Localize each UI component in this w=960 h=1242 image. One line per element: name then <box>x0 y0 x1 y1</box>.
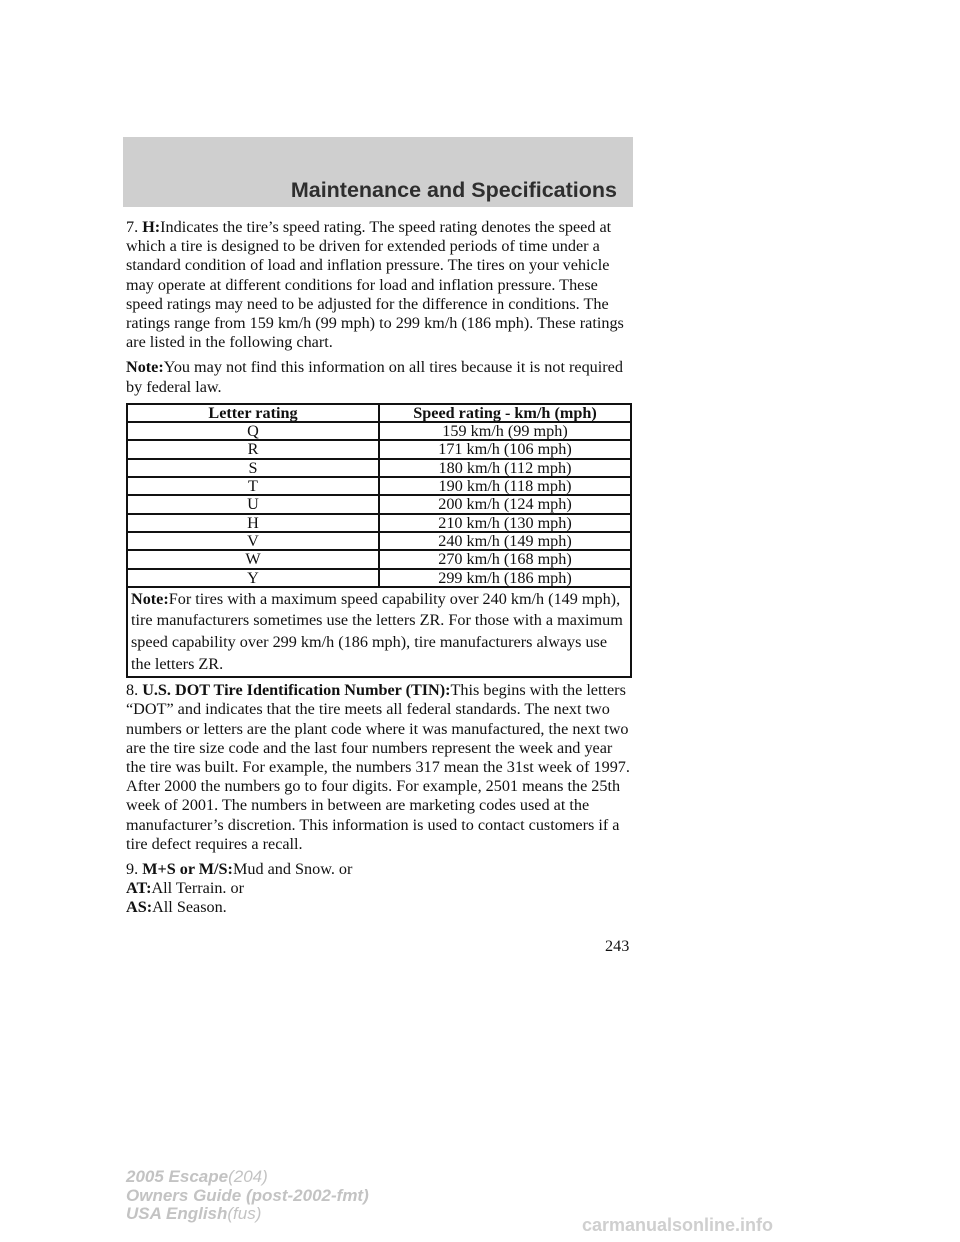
item-text: Mud and Snow. or <box>232 860 353 878</box>
footer-line-guide: Owners Guide (post-2002-fmt) <box>126 1185 369 1205</box>
at-text: All Terrain. or <box>151 879 245 898</box>
item-number: 7. <box>126 218 139 236</box>
table-note-row <box>127 587 631 677</box>
letter-cell: V <box>127 532 379 550</box>
speed-cell: 270 km/h (168 mph) <box>379 550 631 568</box>
letter-cell: H <box>127 514 379 532</box>
column-header-letter-rating: Letter rating <box>127 404 379 422</box>
footer-line-language <box>126 1205 369 1224</box>
item-text: This begins with the letters “DOT” and indicates that the tire meets all federal standards. The next two numbers or letters are the plant code where it was manufactured, the next two are the tire size code and the last four numbers represent the week and year the tire was built. For example, the numbers 317 mean the 31st week of 1997. After 2000 the numbers go to four digits. For example, 2501 means the 25th week of 2001. The numbers in between are marketing codes used at the manufacturer’s discretion. This information is used to contact customers if a tire defect requires a recall. <box>126 681 630 853</box>
site-watermark: carmanualsonline.info <box>582 1215 774 1235</box>
item-label: M+S or M/S: <box>142 860 233 878</box>
item-tin <box>126 681 632 854</box>
note-text: You may not find this information on all tires because it is not required by federal law. <box>126 358 623 396</box>
footer-language: USA English <box>126 1204 228 1224</box>
letter-cell: T <box>127 477 379 495</box>
speed-cell: 190 km/h (118 mph) <box>379 477 631 495</box>
section-header-band <box>123 137 633 207</box>
speed-cell: 171 km/h (106 mph) <box>379 440 631 458</box>
item-number: 8. <box>126 681 139 700</box>
letter-cell: R <box>127 440 379 458</box>
speed-cell: 299 km/h (186 mph) <box>379 569 631 587</box>
note-label: Note: <box>126 358 164 377</box>
table-row <box>127 422 631 440</box>
speed-rating-table <box>126 403 632 678</box>
table-row <box>127 495 631 513</box>
speed-cell: 180 km/h (112 mph) <box>379 459 631 477</box>
letter-cell: Q <box>127 422 379 440</box>
table-note-cell <box>127 587 631 677</box>
page-content <box>126 218 632 924</box>
letter-cell: S <box>127 459 379 477</box>
section-title: Maintenance and Specifications <box>290 178 617 202</box>
letter-cell: W <box>127 550 379 568</box>
column-header-speed-rating: Speed rating - km/h (mph) <box>379 404 631 422</box>
table-row <box>127 514 631 532</box>
document-footer <box>126 1168 369 1224</box>
note-federal-law <box>126 358 632 396</box>
as-label: AS: <box>126 898 153 917</box>
speed-cell: 240 km/h (149 mph) <box>379 532 631 550</box>
table-header-row <box>127 404 631 422</box>
table-note-text: For tires with a maximum speed capability over 240 km/h (149 mph), tire manufacturers sometimes use the letters ZR. For those with a maximum speed capability over 299 km/h (186 mph), tire manufacturers always use the letters ZR. <box>131 589 623 673</box>
table-row <box>127 532 631 550</box>
footer-model-code: (204) <box>228 1167 268 1186</box>
letter-cell: Y <box>127 569 379 587</box>
item-label: U.S. DOT Tire Identification Number (TIN): <box>142 681 451 700</box>
item-speed-rating <box>126 218 632 352</box>
table-row <box>127 569 631 587</box>
footer-model: 2005 Escape <box>126 1167 229 1186</box>
item-label: H: <box>142 218 161 236</box>
speed-cell: 200 km/h (124 mph) <box>379 495 631 513</box>
table-row <box>127 459 631 477</box>
table-row <box>127 477 631 495</box>
footer-line-model <box>126 1168 369 1187</box>
page-number: 243 <box>605 937 630 955</box>
table-row <box>127 440 631 458</box>
footer-language-code: (fus) <box>227 1204 262 1224</box>
item-number: 9. <box>126 860 139 878</box>
table-row <box>127 550 631 568</box>
item-mud-snow <box>126 860 632 918</box>
item-text: Indicates the tire’s speed rating. The speed rating denotes the speed at which a tire is designed to be driven for extended periods of time under a standard condition of load and inflation pressure. The tires on your vehicle may operate at different conditions for load and inflation pressure. These speed ratings may need to be adjusted for the difference in conditions. The ratings range from 159 km/h (99 mph) to 299 km/h (186 mph). These ratings are listed in the following chart. <box>126 218 624 352</box>
at-label: AT: <box>126 879 152 898</box>
speed-cell: 210 km/h (130 mph) <box>379 514 631 532</box>
letter-cell: U <box>127 495 379 513</box>
speed-cell: 159 km/h (99 mph) <box>379 422 631 440</box>
as-text: All Season. <box>152 898 227 917</box>
table-note-label: Note: <box>131 589 169 608</box>
